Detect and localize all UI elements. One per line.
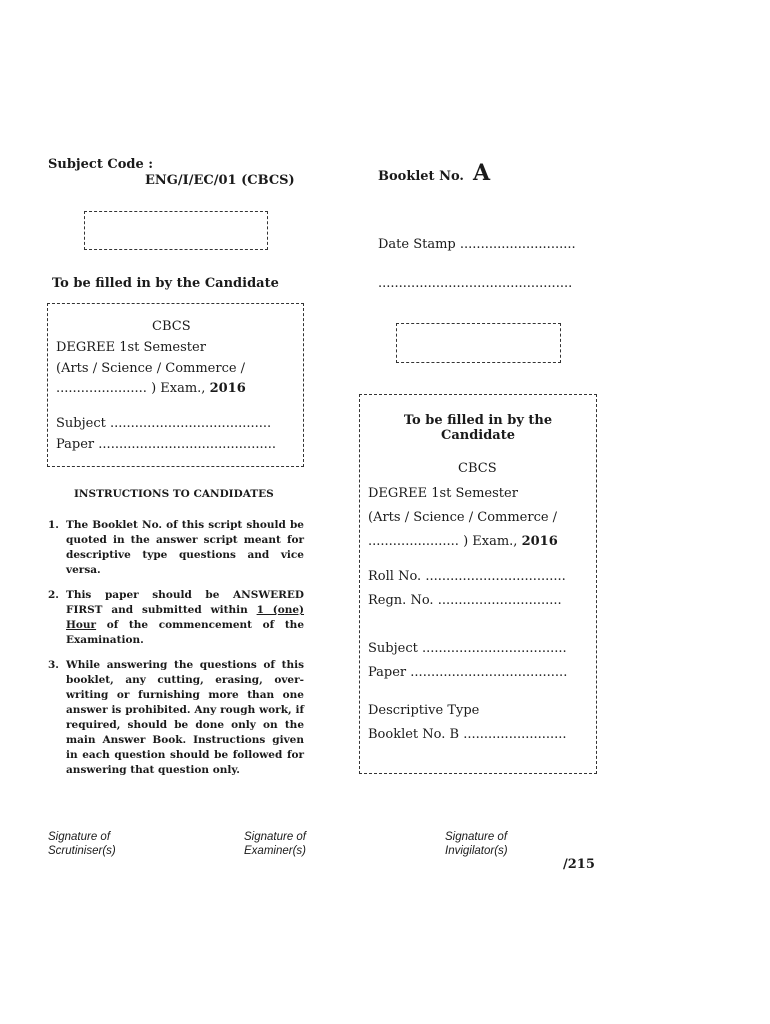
booklet-b-label: Booklet No. B bbox=[368, 727, 460, 742]
left-exam-year: 2016 bbox=[209, 381, 246, 396]
right-degree: DEGREE 1st Semester bbox=[368, 486, 518, 501]
roll-no-label: Roll No. bbox=[368, 569, 422, 584]
signature-scrutiniser-line1: Signature of bbox=[48, 831, 111, 843]
instruction-number: 3. bbox=[48, 659, 59, 671]
signature-scrutiniser bbox=[48, 830, 116, 858]
left-paper-dots: ........................................... bbox=[98, 437, 276, 452]
left-subject-line bbox=[56, 416, 271, 431]
right-paper-line bbox=[368, 665, 567, 680]
instruction-item bbox=[48, 518, 304, 578]
signature-invigilator bbox=[445, 830, 508, 858]
booklet-label: Booklet No. bbox=[378, 169, 464, 184]
right-subject-label: Subject bbox=[368, 641, 418, 656]
left-subject-label: Subject bbox=[56, 416, 106, 431]
instruction-duration: 1 (one) Hour bbox=[66, 604, 305, 631]
booklet-b-dots: ......................... bbox=[463, 727, 567, 742]
signature-scrutiniser-line2: Scrutiniser(s) bbox=[48, 845, 116, 857]
right-cbcs: CBCS bbox=[458, 461, 497, 476]
signature-examiner-line1: Signature of bbox=[243, 831, 306, 843]
instruction-number: 2. bbox=[48, 589, 59, 601]
instruction-item bbox=[48, 588, 304, 648]
date-stamp-label: Date Stamp bbox=[378, 237, 456, 252]
right-exam-line bbox=[368, 534, 558, 549]
booklet-b-line bbox=[368, 727, 567, 742]
date-stamp-line bbox=[378, 237, 576, 252]
right-subject-line bbox=[368, 641, 567, 656]
signature-examiner bbox=[236, 830, 306, 858]
date-stamp-dots: ............................ bbox=[459, 237, 576, 252]
left-cbcs: CBCS bbox=[152, 319, 191, 334]
descriptive-type: Descriptive Type bbox=[368, 703, 480, 718]
instruction-number: 1. bbox=[48, 519, 59, 531]
right-exam-label: ) Exam., bbox=[463, 534, 518, 549]
date-stamp-dots-line: ............................................... bbox=[378, 276, 573, 291]
roll-no-dots: .................................. bbox=[425, 569, 566, 584]
left-paper-label: Paper bbox=[56, 437, 95, 452]
roll-no-line bbox=[368, 569, 566, 584]
left-subject-dots: ....................................... bbox=[109, 416, 272, 431]
instruction-item bbox=[48, 658, 304, 778]
right-exam-year: 2016 bbox=[521, 534, 558, 549]
footer-code: /215 bbox=[563, 857, 595, 872]
right-paper-dots: ...................................... bbox=[410, 665, 568, 680]
booklet-number bbox=[378, 160, 490, 186]
signature-examiner-line2: Examiner(s) bbox=[244, 845, 306, 857]
instruction-text-b: of the commencement of the Examination. bbox=[66, 619, 304, 646]
subject-code-label: Subject Code : bbox=[48, 157, 154, 172]
instructions-title: INSTRUCTIONS TO CANDIDATES bbox=[74, 488, 274, 500]
right-streams: (Arts / Science / Commerce / bbox=[368, 510, 558, 525]
signature-invigilator-line1: Signature of bbox=[445, 831, 508, 843]
booklet-value: A bbox=[473, 160, 491, 186]
right-paper-label: Paper bbox=[368, 665, 407, 680]
left-exam-label: ) Exam., bbox=[151, 381, 206, 396]
left-box-heading: To be filled in by the Candidate bbox=[52, 276, 279, 291]
subject-code-box bbox=[84, 211, 268, 250]
instruction-text-a: This paper should be ANSWERED FIRST and submitted within bbox=[66, 589, 304, 616]
instruction-text: While answering the questions of this booklet, any cutting, erasing, over-writing or furnishing more than one answer is prohibited. Any rough work, if required, should be done only on the main Answer Book. Instructions given in each question should be followed for answering that question only. bbox=[66, 659, 304, 776]
left-exam-dots: ...................... bbox=[56, 381, 147, 396]
subject-code-value: ENG/I/EC/01 (CBCS) bbox=[145, 173, 295, 188]
signature-invigilator-line2: Invigilator(s) bbox=[445, 845, 508, 857]
left-streams: (Arts / Science / Commerce / bbox=[56, 361, 246, 376]
right-subject-dots: ................................... bbox=[421, 641, 567, 656]
left-exam-line bbox=[56, 381, 246, 396]
right-exam-dots: ...................... bbox=[368, 534, 459, 549]
instruction-text: The Booklet No. of this script should be quoted in the answer script meant for descriptive type questions and vice versa. bbox=[66, 519, 304, 576]
right-box-heading: To be filled in by the Candidate bbox=[403, 413, 553, 443]
instruction-text bbox=[66, 588, 304, 648]
regn-no-line bbox=[368, 593, 562, 608]
stamp-box bbox=[396, 323, 561, 363]
left-degree: DEGREE 1st Semester bbox=[56, 340, 206, 355]
regn-no-label: Regn. No. bbox=[368, 593, 434, 608]
left-paper-line bbox=[56, 437, 276, 452]
instructions-list bbox=[48, 518, 304, 778]
regn-no-dots: .............................. bbox=[437, 593, 562, 608]
